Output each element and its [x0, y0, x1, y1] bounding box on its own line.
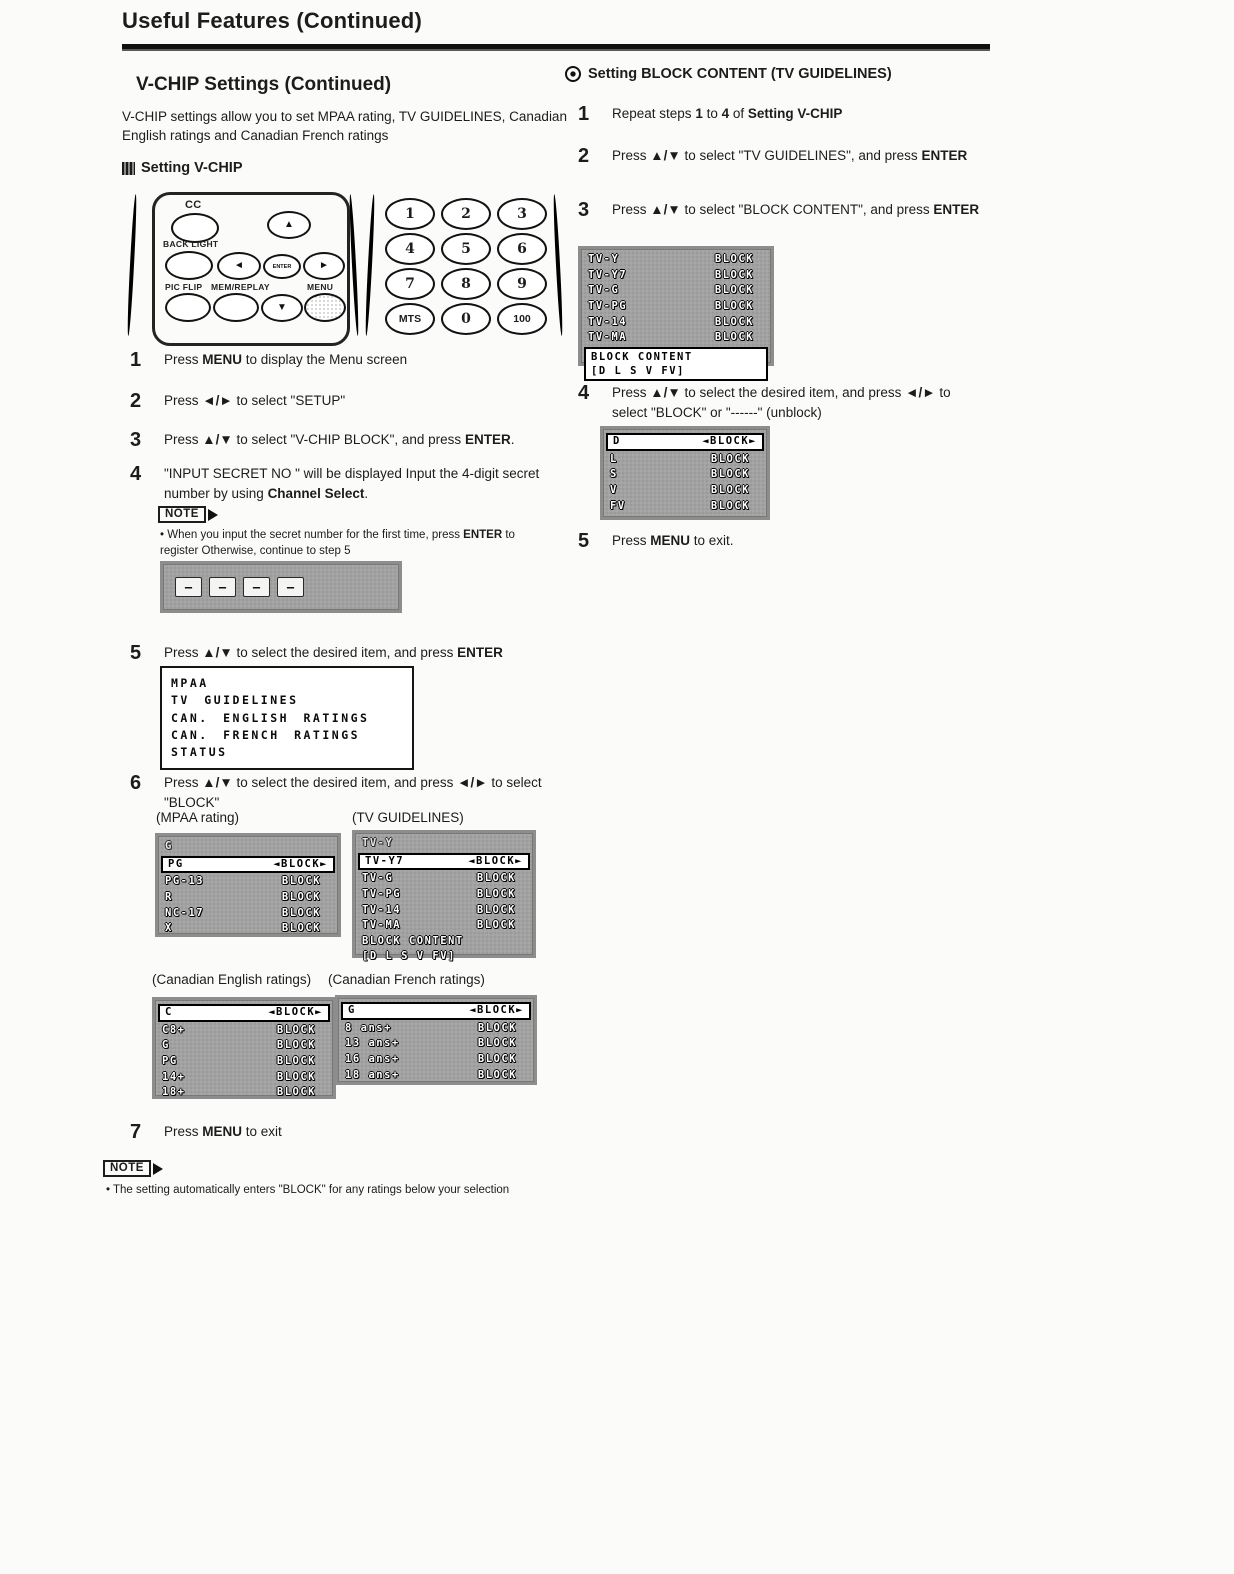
up-arrow-icon: ▲ [284, 219, 294, 230]
right-section-heading [565, 66, 1005, 82]
key-100: 100 [497, 303, 547, 335]
step-text: Press ▲/▼ to select "BLOCK CONTENT", and press ENTER [612, 202, 980, 217]
screen-row: S BLOCK [610, 468, 750, 481]
screen-row: R BLOCK [165, 890, 321, 903]
menu-item: CAN. ENGLISH RATINGS [171, 710, 370, 725]
section-title: V-CHIP Settings (Continued) [136, 74, 392, 95]
caption-tv-guidelines: (TV GUIDELINES) [352, 810, 464, 825]
screen-row: TV-PG BLOCK [362, 887, 516, 900]
screen-row: FV BLOCK [610, 499, 750, 512]
enter-button-label: ENTER [272, 263, 292, 270]
note-text: • The setting automatically enters "BLOCK" for any ratings below your selection [106, 1184, 510, 1196]
menu-item: STATUS [171, 745, 228, 759]
key-7: 7 [385, 268, 435, 300]
step-text: Repeat steps 1 to 4 of Setting V-CHIP [612, 106, 843, 121]
page-title: Useful Features (Continued) [122, 8, 422, 33]
secret-dash: – [243, 577, 270, 597]
right-arrow-button [303, 252, 345, 280]
note-badge [158, 506, 218, 523]
screen-row: PG-13 BLOCK [165, 875, 321, 888]
figure-edge-mark [364, 194, 375, 336]
screen-row: TV-14 BLOCK [588, 315, 754, 328]
screen-row: 18+ BLOCK [162, 1086, 316, 1099]
screen-row: TV-Y [362, 837, 394, 849]
screen-row: TV-Y BLOCK [588, 253, 754, 265]
left-arrow-button [217, 252, 261, 280]
footer-line: BLOCK CONTENT [591, 350, 693, 363]
screen-row: PG BLOCK [162, 1054, 316, 1067]
patterned-square-icon [122, 162, 135, 175]
step-number: 1 [578, 103, 590, 125]
mpaa-rating-screen [155, 833, 341, 937]
step-text: Press ▲/▼ to select the desired item, and press ◄/► to select "BLOCK" or "------" (unblock) [612, 385, 951, 420]
step-text: Press ▲/▼ to select the desired item, and press ◄/► to select "BLOCK" [164, 775, 542, 810]
key-0: 0 [441, 303, 491, 335]
down-arrow-button [261, 294, 303, 322]
caption-canadian-english: (Canadian English ratings) [152, 972, 312, 987]
picflip-button [165, 293, 211, 322]
screen-row: TV-14 BLOCK [362, 903, 516, 916]
enter-button [263, 254, 301, 279]
content-rating-screen [600, 426, 770, 520]
subheading-setting-vchip [122, 160, 243, 176]
header-rule [122, 44, 990, 51]
step-text: "INPUT SECRET NO " will be displayed Input the 4-digit secret number by using Channel Select. [164, 466, 540, 501]
backlight-label: BACK LIGHT [163, 239, 219, 249]
note-label: NOTE [103, 1160, 151, 1177]
remote-control-figure [130, 188, 560, 344]
screen-row: 13 ans+ BLOCK [345, 1037, 517, 1050]
up-arrow-button [267, 211, 311, 239]
screen-row-selected: TV-Y7 ◄BLOCK► [358, 853, 530, 871]
step-text: Press ▲/▼ to select "V-CHIP BLOCK", and press ENTER. [164, 432, 515, 447]
screen-row: TV-MA BLOCK [588, 331, 754, 344]
block-content-screen [578, 246, 774, 378]
step-3 [130, 430, 552, 450]
block-content-footer [584, 347, 768, 381]
step-text: Press MENU to exit [164, 1124, 282, 1139]
screen-row: TV-MA BLOCK [362, 919, 516, 932]
vchip-menu-screen [160, 666, 414, 770]
step-text: Press ▲/▼ to select the desired item, and press ENTER [164, 645, 503, 660]
screen-row: G [165, 840, 173, 852]
right-step-5 [578, 531, 984, 551]
screen-row-selected: D ◄BLOCK► [606, 433, 764, 451]
step-number: 4 [578, 382, 590, 404]
screen-row-selected: G ◄BLOCK► [341, 1002, 531, 1020]
step-7 [130, 1122, 552, 1142]
screen-row: C8+ BLOCK [162, 1023, 316, 1036]
step-number: 3 [130, 429, 142, 451]
screen-row: TV-G BLOCK [362, 872, 516, 885]
step-number: 6 [130, 772, 142, 794]
key-4: 4 [385, 233, 435, 265]
figure-edge-mark [126, 194, 137, 336]
right-arrow-icon: ► [319, 260, 329, 271]
step-number: 1 [130, 349, 142, 371]
menu-item: CAN. FRENCH RATINGS [171, 727, 361, 742]
cc-label: CC [185, 199, 202, 211]
note-arrow-icon [153, 1163, 163, 1175]
step-text: Press ▲/▼ to select "TV GUIDELINES", and press ENTER [612, 148, 968, 163]
key-3: 3 [497, 198, 547, 230]
screen-row: V BLOCK [610, 483, 750, 496]
picflip-label: PIC FLIP [165, 282, 203, 292]
right-step-4 [578, 383, 984, 422]
screen-row: L BLOCK [610, 452, 750, 465]
screen-row: 14+ BLOCK [162, 1070, 316, 1083]
screen-row: [D L S V FV] [362, 950, 456, 963]
step-number: 5 [130, 642, 142, 664]
screen-row: TV-Y7 BLOCK [588, 268, 754, 281]
memreplay-button [213, 293, 259, 322]
secret-dash: – [175, 577, 202, 597]
secret-number-screen [160, 561, 402, 613]
footer-line: [D L S V FV] [591, 365, 685, 378]
step-1 [130, 350, 552, 370]
remote-nav-panel [152, 192, 350, 346]
screen-row: BLOCK CONTENT [362, 934, 464, 947]
right-step-1 [578, 104, 984, 124]
screen-row: 18 ans+ BLOCK [345, 1068, 517, 1081]
step-2 [130, 391, 552, 411]
step-text: Press MENU to exit. [612, 533, 734, 548]
menu-button [304, 293, 346, 322]
caption-mpaa: (MPAA rating) [156, 810, 240, 825]
key-5: 5 [441, 233, 491, 265]
screen-row: NC-17 BLOCK [165, 906, 321, 919]
left-arrow-icon: ◄ [234, 260, 244, 271]
key-8: 8 [441, 268, 491, 300]
note-text: • When you input the secret number for the first time, press ENTER to register Otherwise, continue to step 5 [160, 529, 515, 558]
step-number: 2 [130, 390, 142, 412]
menu-item: TV GUIDELINES [171, 693, 299, 708]
note-label: NOTE [158, 506, 206, 523]
step-number: 3 [578, 199, 590, 221]
right-heading-label: Setting BLOCK CONTENT (TV GUIDELINES) [588, 66, 892, 82]
key-2: 2 [441, 198, 491, 230]
step-text: Press MENU to display the Menu screen [164, 352, 408, 367]
intro-paragraph: V-CHIP settings allow you to set MPAA rating, TV GUIDELINES, Canadian English ratings and Canadian French ratings [122, 109, 567, 143]
subheading-label: Setting V-CHIP [141, 160, 243, 176]
menu-label: MENU [307, 282, 334, 292]
key-mts: MTS [385, 303, 435, 335]
screen-row-selected: C ◄BLOCK► [158, 1004, 330, 1022]
tv-guidelines-screen [352, 830, 536, 963]
note-badge [103, 1160, 163, 1177]
right-step-2 [578, 146, 984, 166]
right-step-3 [578, 200, 984, 220]
key-9: 9 [497, 268, 547, 300]
canadian-french-screen [335, 995, 537, 1085]
step-5 [130, 643, 552, 663]
step-number: 4 [130, 463, 142, 485]
caption-canadian-french: (Canadian French ratings) [328, 972, 485, 987]
screen-row: G BLOCK [162, 1039, 316, 1052]
step-number: 5 [578, 530, 590, 552]
screen-row-selected: PG ◄BLOCK► [161, 856, 335, 874]
bullseye-icon [565, 66, 581, 82]
secret-dashes [175, 577, 304, 597]
memreplay-label: MEM/REPLAY [211, 282, 270, 292]
step-number: 2 [578, 145, 590, 167]
screen-row: 8 ans+ BLOCK [345, 1021, 517, 1034]
step-number: 7 [130, 1121, 142, 1143]
step-4 [130, 464, 552, 503]
screen-row: TV-PG BLOCK [588, 299, 754, 312]
secret-dash: – [209, 577, 236, 597]
step-text: Press ◄/► to select "SETUP" [164, 393, 346, 408]
down-arrow-icon: ▼ [277, 302, 287, 313]
remote-keypad-panel [382, 196, 550, 336]
key-6: 6 [497, 233, 547, 265]
key-1: 1 [385, 198, 435, 230]
step-6 [130, 773, 552, 812]
screen-row: X BLOCK [165, 922, 321, 935]
figure-edge-mark [552, 194, 563, 336]
menu-item: MPAA [171, 676, 209, 690]
secret-dash: – [277, 577, 304, 597]
backlight-button [165, 251, 213, 280]
note-arrow-icon [208, 509, 218, 521]
screen-row: 16 ans+ BLOCK [345, 1052, 517, 1065]
screen-row: TV-G BLOCK [588, 284, 754, 297]
canadian-english-screen [152, 997, 336, 1099]
